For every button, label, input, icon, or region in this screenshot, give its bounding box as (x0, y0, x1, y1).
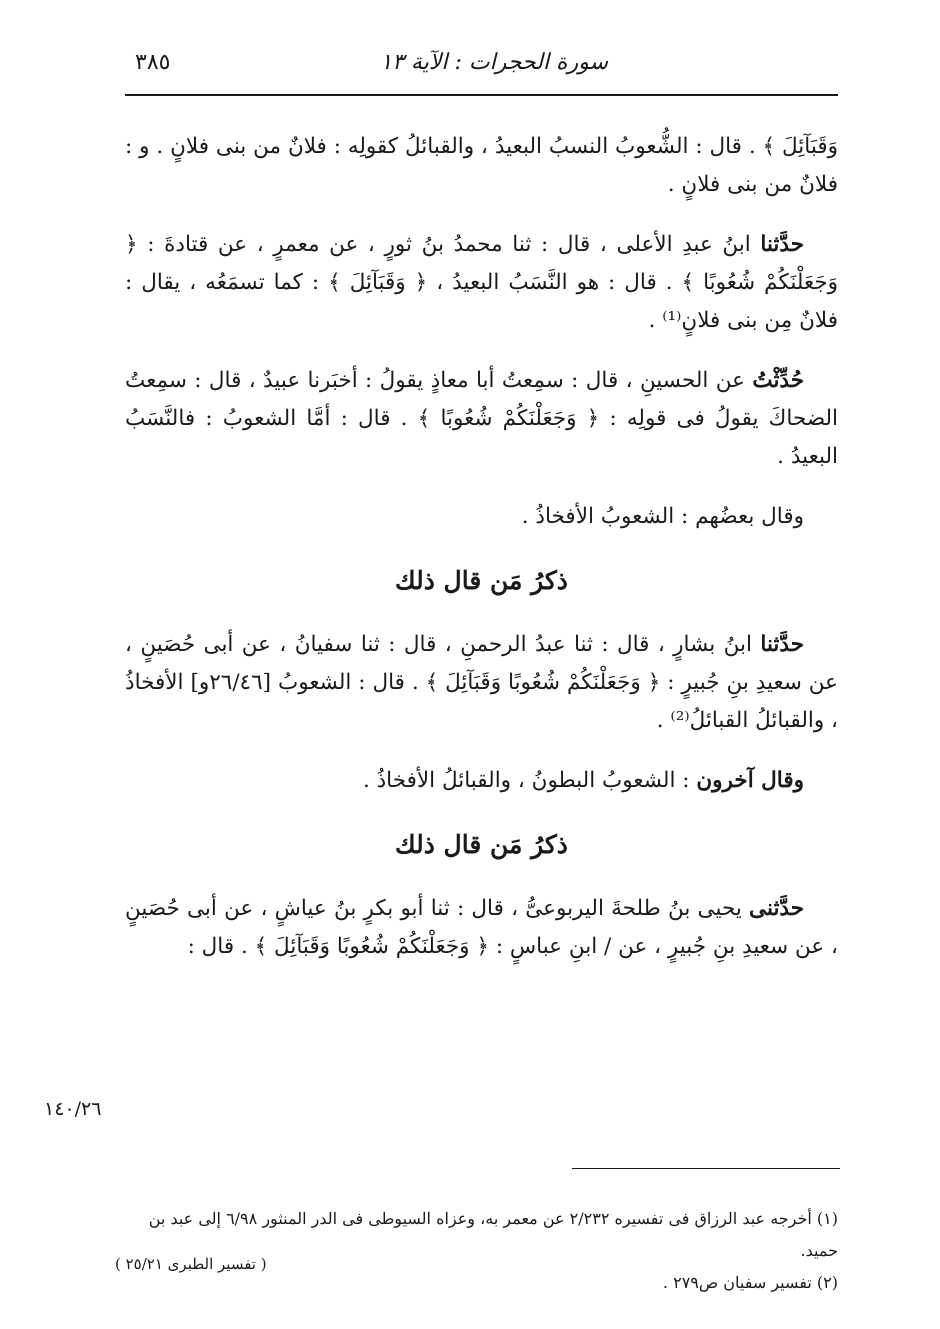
paragraph-lead: وقال آخرون (696, 768, 804, 793)
paragraph (125, 128, 838, 204)
footnotes (125, 1203, 838, 1299)
paragraph (125, 890, 838, 966)
footnote: (٢) تفسير سفيان ص٢٧٩ . (662, 1273, 838, 1292)
page-number: ٣٨٥ (135, 50, 171, 75)
paragraph-text: وَقَبَآئِلَ ﴾ . قال : الشُّعوبُ النسبُ البعيدُ ، والقبائلُ كقولِه : فلانٌ من بنى فلانٍ . و : فلانٌ من بنى فلانٍ . (125, 134, 838, 197)
paragraph-text: يحيى بنُ طلحةَ اليربوعىُّ ، قال : ثنا أبو بكرٍ بنُ عياشٍ ، عن أبى حُصَينٍ ، عن سعيدِ بنِ جُبيرٍ ، عن / ابنِ عباسٍ : ﴿ وَجَعَلْنَكُمْ شُعُوبًا وَقَبَآئِلَ ﴾ . قال : (125, 896, 838, 959)
footnote-divider (572, 1168, 840, 1169)
paragraph-lead: حدَّثنا (760, 232, 804, 257)
page-header (125, 38, 838, 96)
paragraph (125, 226, 838, 340)
paragraph-text: ابنُ عبدِ الأعلى ، قال : ثنا محمدُ بنُ ثورٍ ، عن معمرٍ ، عن قتادةَ : ﴿ وَجَعَلْنَكُمْ شُعُوبًا ﴾ . قال : هو النَّسَبُ البعيدُ ، ﴿ وَقَبَآئِلَ ﴾ : كما تسمَعُه ، يقال : فلانٌ مِن بنى فلانٍ⁽¹⁾ . (125, 232, 838, 333)
source-reference: ( تفسير الطبرى ٢٥/٢١ ) (115, 1255, 267, 1273)
section-heading: ذكرُ مَن قال ذلك (395, 830, 568, 859)
paragraph-lead: حُدِّثْتُ (752, 368, 804, 393)
margin-reference: ١٤٠/٢٦ (44, 1098, 102, 1120)
paragraph-text: : الشعوبُ البطونُ ، والقبائلُ الأفخاذُ . (362, 768, 697, 793)
paragraph (125, 762, 838, 800)
paragraph-lead: حدَّثنا (760, 632, 804, 657)
page-title: سورة الحجرات : الآية ١٣ (380, 50, 608, 75)
paragraph (125, 362, 838, 476)
footnote: (١) أخرجه عبد الرزاق فى تفسيره ٢/٢٣٢ عن معمر به، وعزاه السيوطى فى الدر المنثور ٦/٩٨ إلى عبد بن حميد. (148, 1209, 838, 1260)
paragraph-text: ابنُ بشارٍ ، قال : ثنا عبدُ الرحمنِ ، قال : ثنا سفيانُ ، عن أبى حُصَينٍ ، عن سعيدِ بنِ جُبيرٍ : ﴿ وَجَعَلْنَكُمْ شُعُوبًا وَقَبَآئِلَ ﴾ . قال : الشعوبُ [٢٦/٤٦و] الأفخاذُ ، والقبائلُ القبائلُ⁽²⁾ . (125, 632, 838, 733)
section-heading: ذكرُ مَن قال ذلك (395, 566, 568, 595)
paragraph (125, 626, 838, 740)
paragraph (125, 498, 838, 536)
paragraph-lead: حدَّثنى (749, 896, 804, 921)
page-body (125, 128, 838, 988)
paragraph-text: عن الحسينِ ، قال : سمِعتُ أبا معاذٍ يقولُ : أخبَرنا عبيدٌ ، قال : سمِعتُ الضحاكَ يقولُ فى قولِه : ﴿ وَجَعَلْنَكُمْ شُعُوبًا ﴾ . قال : أمَّا الشعوبُ : فالنَّسَبُ البعيدُ . (125, 368, 838, 469)
paragraph-text: وقال بعضُهم : الشعوبُ الأفخاذُ . (521, 504, 804, 529)
